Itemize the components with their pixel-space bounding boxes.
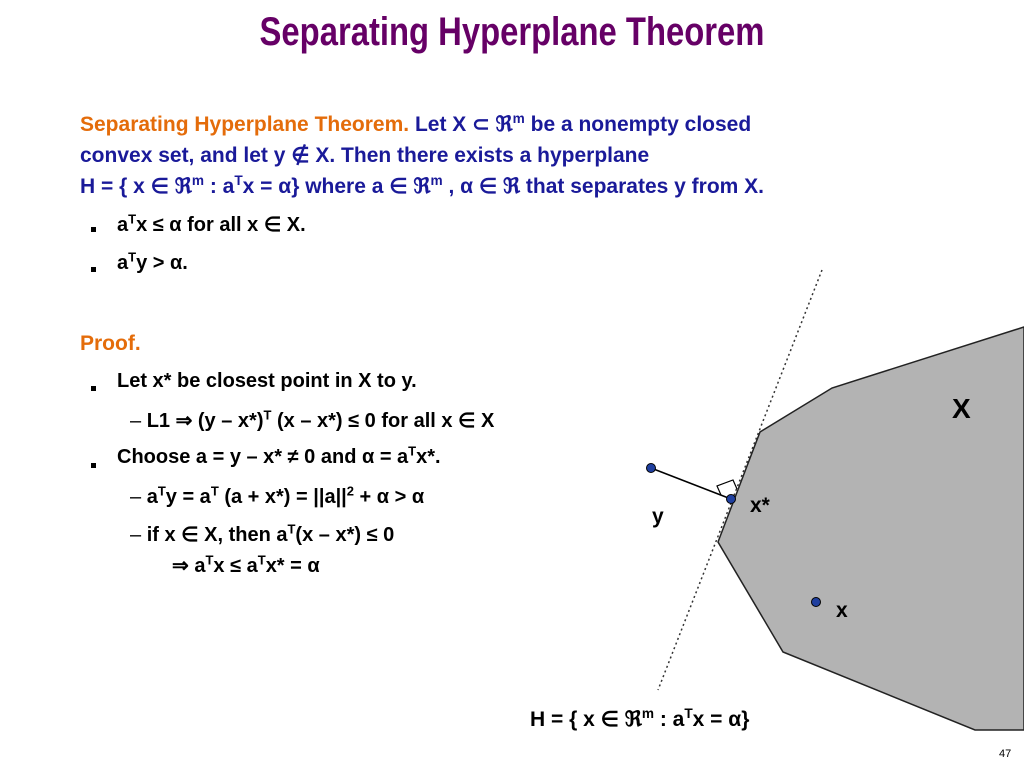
set-label-x: X: [952, 393, 971, 424]
theorem-heading: Separating Hyperplane Theorem.: [80, 113, 410, 136]
theorem-text: H = { x ∈ ℜ: [80, 175, 192, 198]
superscript: T: [205, 552, 214, 568]
condition-text: x ≤ α for all x ∈ X.: [136, 214, 306, 236]
condition-text: y > α.: [136, 252, 188, 274]
proof-text: if x ∈ X, then a: [146, 524, 288, 546]
point-y: [647, 464, 656, 473]
superscript: T: [408, 443, 417, 459]
hyperplane-label: [530, 707, 749, 732]
proof-text: Choose a = y – x* ≠ 0 and α = a: [117, 446, 409, 468]
superscript: T: [257, 552, 266, 568]
superscript: T: [157, 483, 166, 499]
superscript: T: [684, 706, 693, 721]
superscript: m: [191, 173, 204, 188]
hyperplane-text: H = { x ∈ ℜ: [530, 708, 642, 731]
dash-icon: –: [130, 524, 147, 546]
proof-text: ⇒ a: [172, 555, 206, 577]
theorem-text: be a nonempty closed: [524, 113, 752, 136]
page-number: 47: [999, 748, 1012, 760]
proof-heading: Proof.: [80, 332, 141, 355]
right-angle-marker: [717, 480, 737, 495]
proof-text: x*.: [416, 446, 441, 468]
proof-text: (x – x*) ≤ 0: [295, 524, 395, 546]
proof-text: x* = α: [265, 555, 320, 577]
superscript: T: [234, 173, 243, 188]
superscript: 2: [346, 483, 354, 499]
proof-step-1: Let x* be closest point in X to y.: [117, 370, 417, 392]
page-title: Separating Hyperplane Theorem: [259, 10, 765, 54]
point-xstar: [727, 495, 736, 504]
theorem-text: : a: [203, 175, 235, 198]
hyperplane-text: : a: [653, 708, 685, 731]
proof-text: (a + x*) = ||a||: [218, 486, 347, 508]
theorem-text: x = α} where a ∈ ℜ: [242, 175, 431, 198]
superscript: m: [430, 173, 443, 188]
condition-text: a: [117, 252, 129, 274]
dash-icon: –: [130, 486, 147, 508]
superscript: T: [128, 249, 137, 265]
superscript: T: [128, 211, 137, 227]
proof-text: a: [146, 486, 158, 508]
hyperplane-text: x = α}: [692, 708, 750, 731]
theorem-line-2: convex set, and let y ∉ X. Then there exists a hyperplane: [80, 144, 650, 167]
superscript: T: [287, 521, 296, 537]
proof-text: y = a: [165, 486, 211, 508]
proof-text: x ≤ a: [213, 555, 258, 577]
point-label-xstar: x*: [750, 494, 770, 517]
point-label-x: x: [836, 599, 848, 622]
point-x: [812, 598, 821, 607]
superscript: m: [641, 706, 654, 721]
segment-y-to-xstar: [651, 468, 731, 499]
superscript: T: [263, 407, 272, 423]
convex-set-x: [718, 327, 1024, 730]
proof-text: (x – x*) ≤ 0 for all x ∈ X: [271, 410, 495, 432]
proof-text: L1 ⇒ (y – x*): [146, 410, 264, 432]
superscript: m: [512, 111, 525, 126]
condition-text: a: [117, 214, 129, 236]
theorem-text: , α ∈ ℜ that separates y from X.: [442, 175, 764, 198]
point-label-y: y: [652, 505, 664, 528]
superscript: T: [210, 483, 219, 499]
dash-icon: –: [130, 410, 147, 432]
theorem-text: Let X ⊂ ℜ: [414, 113, 513, 136]
proof-text: + α > α: [354, 486, 425, 508]
